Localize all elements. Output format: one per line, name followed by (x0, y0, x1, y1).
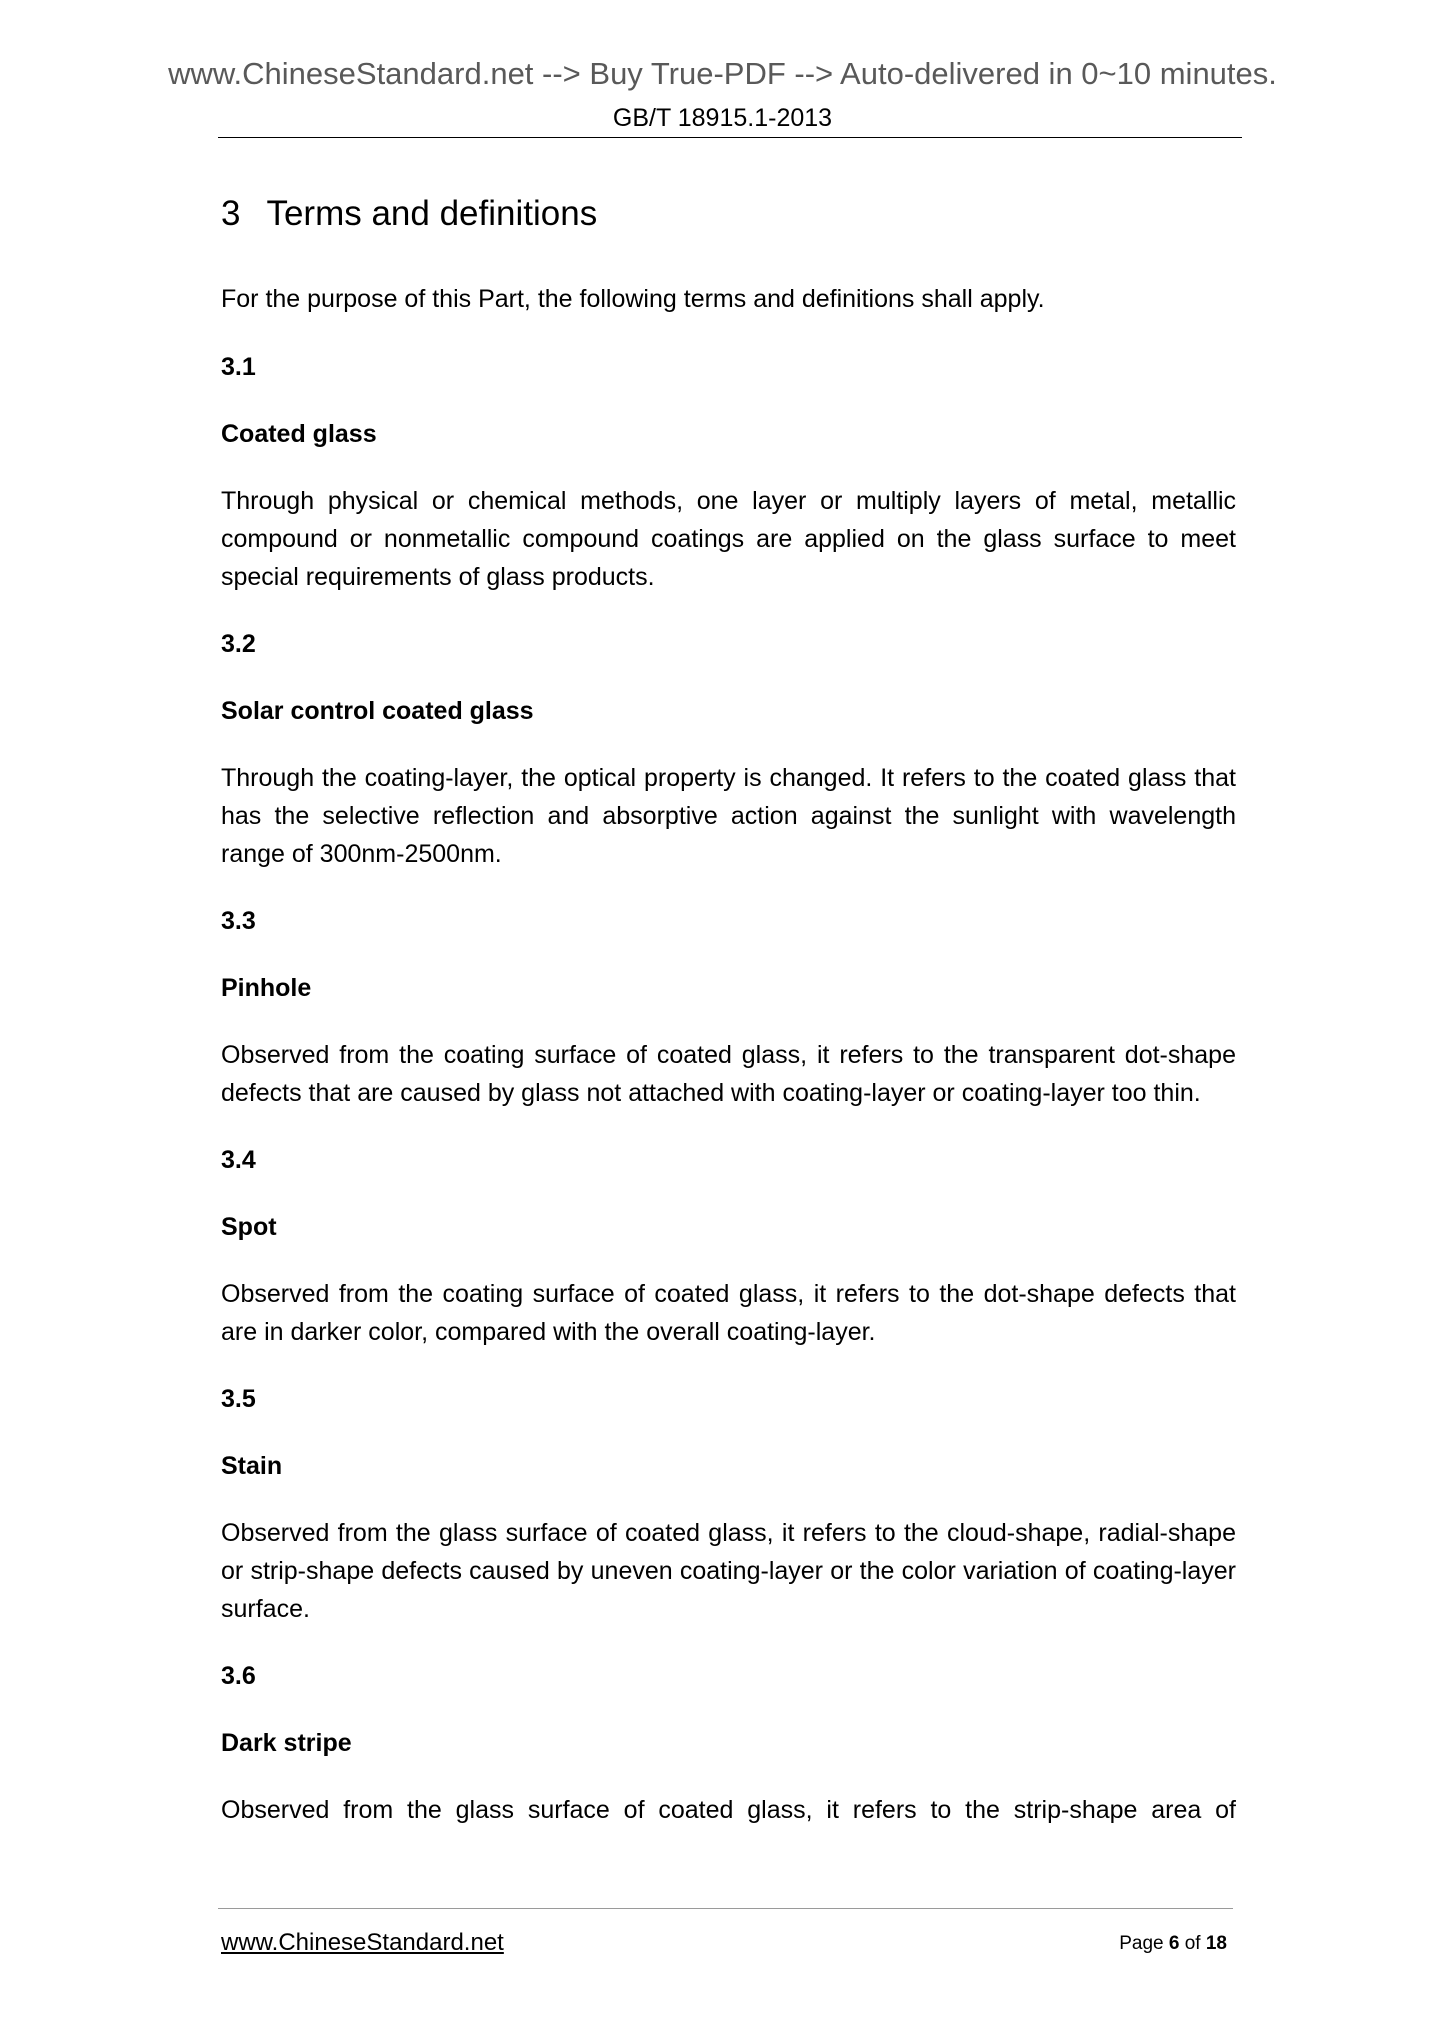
clause-term: Pinhole (221, 974, 312, 1002)
page-total: 18 (1205, 1933, 1227, 1954)
clause (221, 1380, 1236, 1628)
clause (221, 348, 1236, 596)
clause-term: Spot (221, 1213, 277, 1241)
clause (221, 902, 1236, 1112)
clause-term: Coated glass (221, 420, 377, 448)
clause-number: 3.2 (221, 630, 256, 658)
clause (221, 625, 1236, 873)
page-of-label: of (1184, 1933, 1201, 1954)
clause-definition: Observed from the coating surface of coated glass, it refers to the transparent dot-shape defects that are caused by glass not attached with coating-layer or coating-layer too thin. (221, 1041, 1236, 1107)
clause (221, 1657, 1236, 1829)
clause-number: 3.6 (221, 1662, 256, 1690)
page-label: Page (1119, 1933, 1164, 1954)
section-intro: For the purpose of this Part, the following terms and definitions shall apply. (221, 285, 1045, 313)
section-title: Terms and definitions (266, 194, 598, 233)
site-banner: www.ChineseStandard.net --> Buy True-PDF --> Auto-delivered in 0~10 minutes. (168, 56, 1277, 91)
page-current: 6 (1168, 1933, 1180, 1954)
clause-definition: Observed from the coating surface of coated glass, it refers to the dot-shape defects that are in darker color, compared with the overall coating-layer. (221, 1280, 1236, 1346)
page-indicator (1119, 1933, 1227, 1955)
footer-divider (218, 1908, 1233, 1909)
clause-number: 3.3 (221, 907, 256, 935)
clause-term: Stain (221, 1452, 283, 1480)
clause-term: Dark stripe (221, 1729, 352, 1757)
clause-definition: Through physical or chemical methods, one layer or multiply layers of metal, metallic compound or nonmetallic compound coatings are applied on the glass surface to meet special requirements of glass products. (221, 487, 1236, 591)
header-divider (218, 137, 1242, 138)
clause-definition: Observed from the glass surface of coated glass, it refers to the cloud-shape, radial-shape or strip-shape defects caused by uneven coating-layer or the color variation of coating-layer surface. (221, 1519, 1236, 1623)
section-number: 3 (221, 194, 241, 233)
clause-definition: Through the coating-layer, the optical property is changed. It refers to the coated glass that has the selective reflection and absorptive action against the sunlight with wavelength range of 300nm-2500nm. (221, 764, 1236, 868)
clause (221, 1141, 1236, 1351)
clause-number: 3.4 (221, 1146, 256, 1174)
footer-site-link[interactable]: www.ChineseStandard.net (221, 1929, 504, 1956)
clause-number: 3.1 (221, 353, 256, 381)
clause-term: Solar control coated glass (221, 697, 534, 725)
clause-definition: Observed from the glass surface of coated glass, it refers to the strip-shape area of (221, 1796, 1236, 1824)
document-body (221, 190, 1236, 1858)
clause-number: 3.5 (221, 1385, 256, 1413)
standard-id: GB/T 18915.1-2013 (612, 104, 833, 132)
section-heading (221, 190, 1236, 238)
